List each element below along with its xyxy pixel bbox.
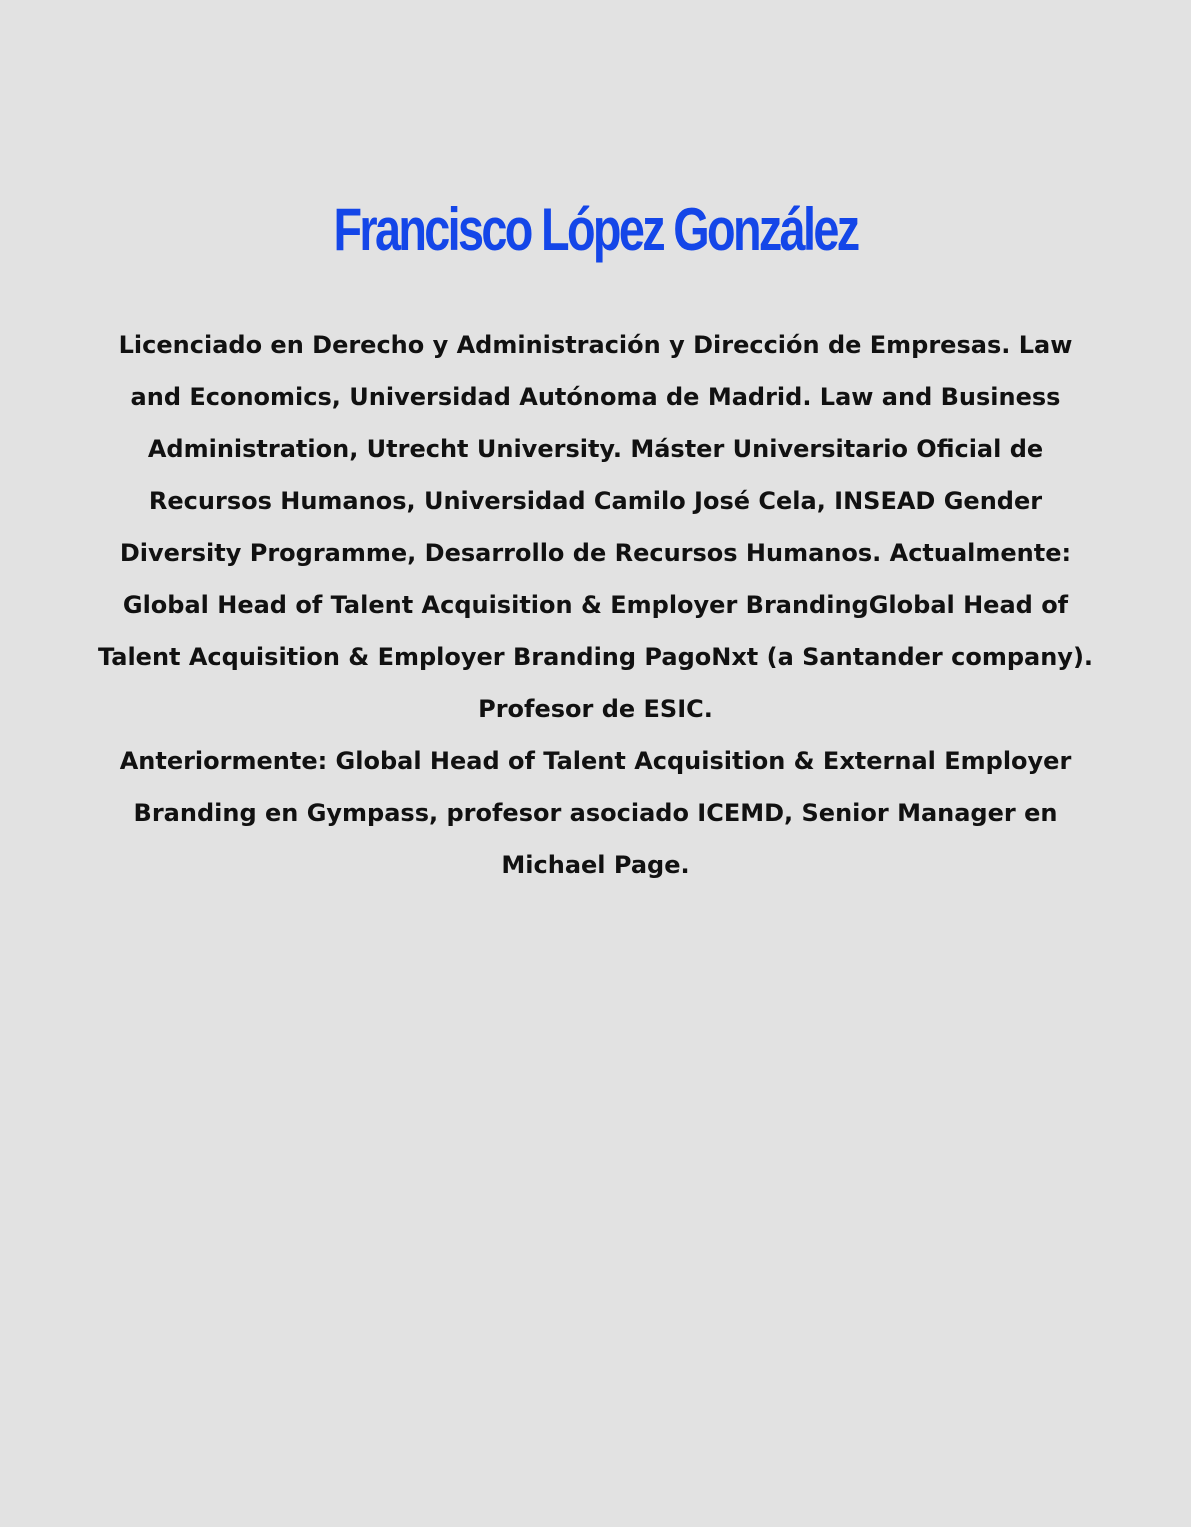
bio-paragraph-previous: Anteriormente: Global Head of Talent Acquisition & External Employer Branding en Gympass, profesor asociado ICEMD, Senior Manager en Michael Page. xyxy=(119,747,1072,879)
bio-paragraph-education-current: Licenciado en Derecho y Administración y Dirección de Empresas. Law and Economics, Universidad Autónoma de Madrid. Law and Business Administration, Utrecht University. Máster Universitario Oficial de Recursos Humanos, Universidad Camilo José Cela, INSEAD Gender Diversity Programme, Desarrollo de Recursos Humanos. Actualmente: Global Head of Talent Acquisition & Employer BrandingGlobal Head of Talent Acquisition & Employer Branding PagoNxt (a Santander company). Profesor de ESIC. xyxy=(97,331,1094,723)
speaker-name: Francisco López González xyxy=(333,196,858,263)
speaker-bio xyxy=(90,319,1101,891)
